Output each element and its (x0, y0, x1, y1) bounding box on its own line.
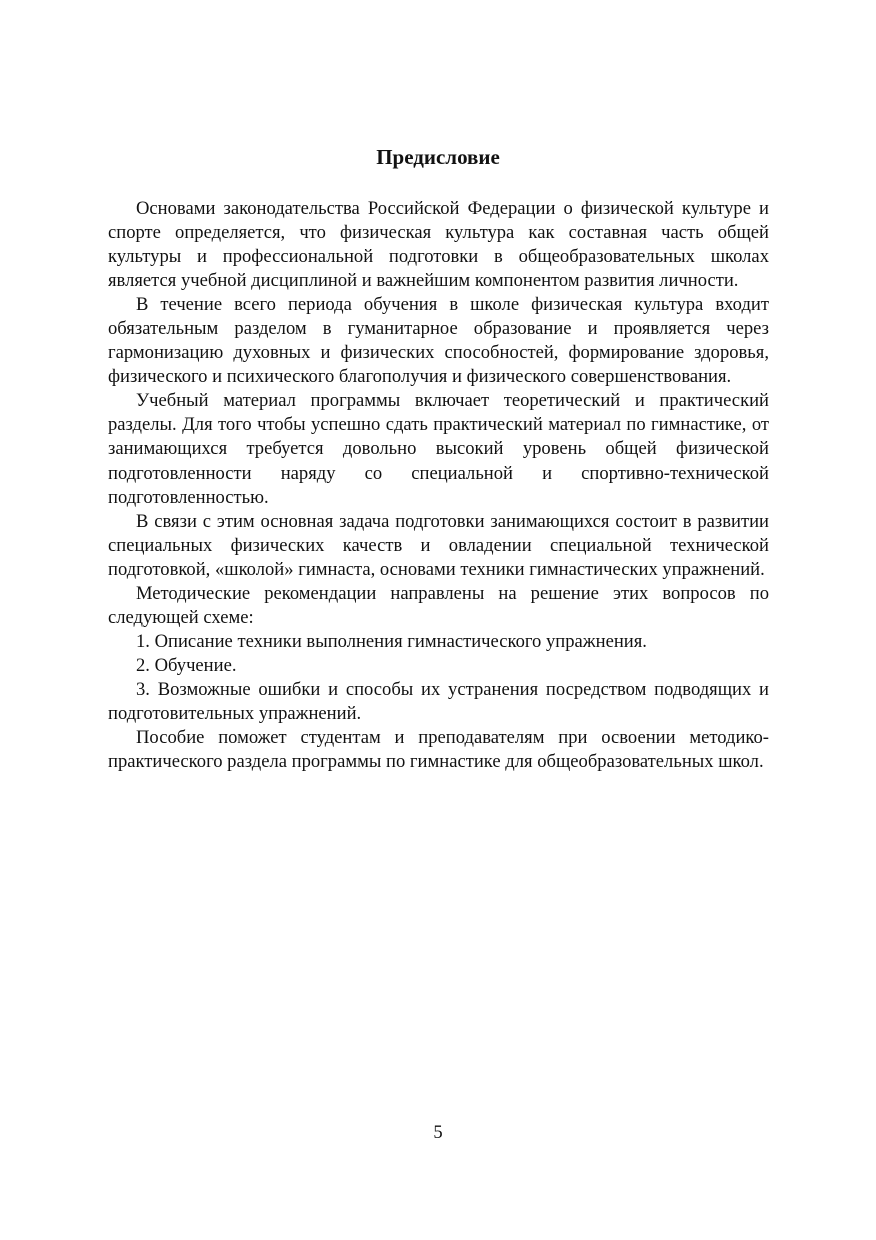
paragraph: Учебный материал программы включает теоретический и практический разделы. Для того чтобы успешно сдать практический материал по гимнастике, от занимающихся требуется довольно высокий уровень общей физической подготовленности наряду со специальной и спортивно-технической подготовленностью. (108, 390, 769, 508)
paragraph: В течение всего периода обучения в школе физическая культура входит обязательным разделом в гуманитарное образование и проявляется через гармонизацию духовных и физических способностей, формирование здоровья, физического и психического благополучия и физического совершенствования. (108, 294, 769, 388)
list-item: 2. Обучение. (136, 654, 237, 676)
preface-body (108, 197, 769, 774)
paragraph: Методические рекомендации направлены на решение этих вопросов по следующей схеме: (108, 582, 769, 628)
closing-paragraph: Пособие поможет студентам и преподавателям при освоении методико-практического раздела программы по гимнастике для общеобразовательных школ. (108, 727, 769, 773)
paragraph: В связи с этим основная задача подготовки занимающихся состоит в развитии специальных физических качеств и овладении специальной технической подготовкой, «школой» гимнаста, основами техники гимнастических упражнений. (108, 510, 769, 580)
list-item: 3. Возможные ошибки и способы их устранения посредством подводящих и подготовительных упражнений. (108, 678, 769, 724)
page-number: 5 (433, 1122, 443, 1143)
page-title: Предисловие (376, 145, 500, 169)
list-item: 1. Описание техники выполнения гимнастического упражнения. (136, 630, 647, 652)
paragraph: Основами законодательства Российской Федерации о физической культуре и спорте определяется, что физическая культура как составная часть общей культуры и профессиональной подготовки в общеобразовательных школах является учебной дисциплиной и важнейшим компонентом развития личности. (108, 198, 769, 292)
